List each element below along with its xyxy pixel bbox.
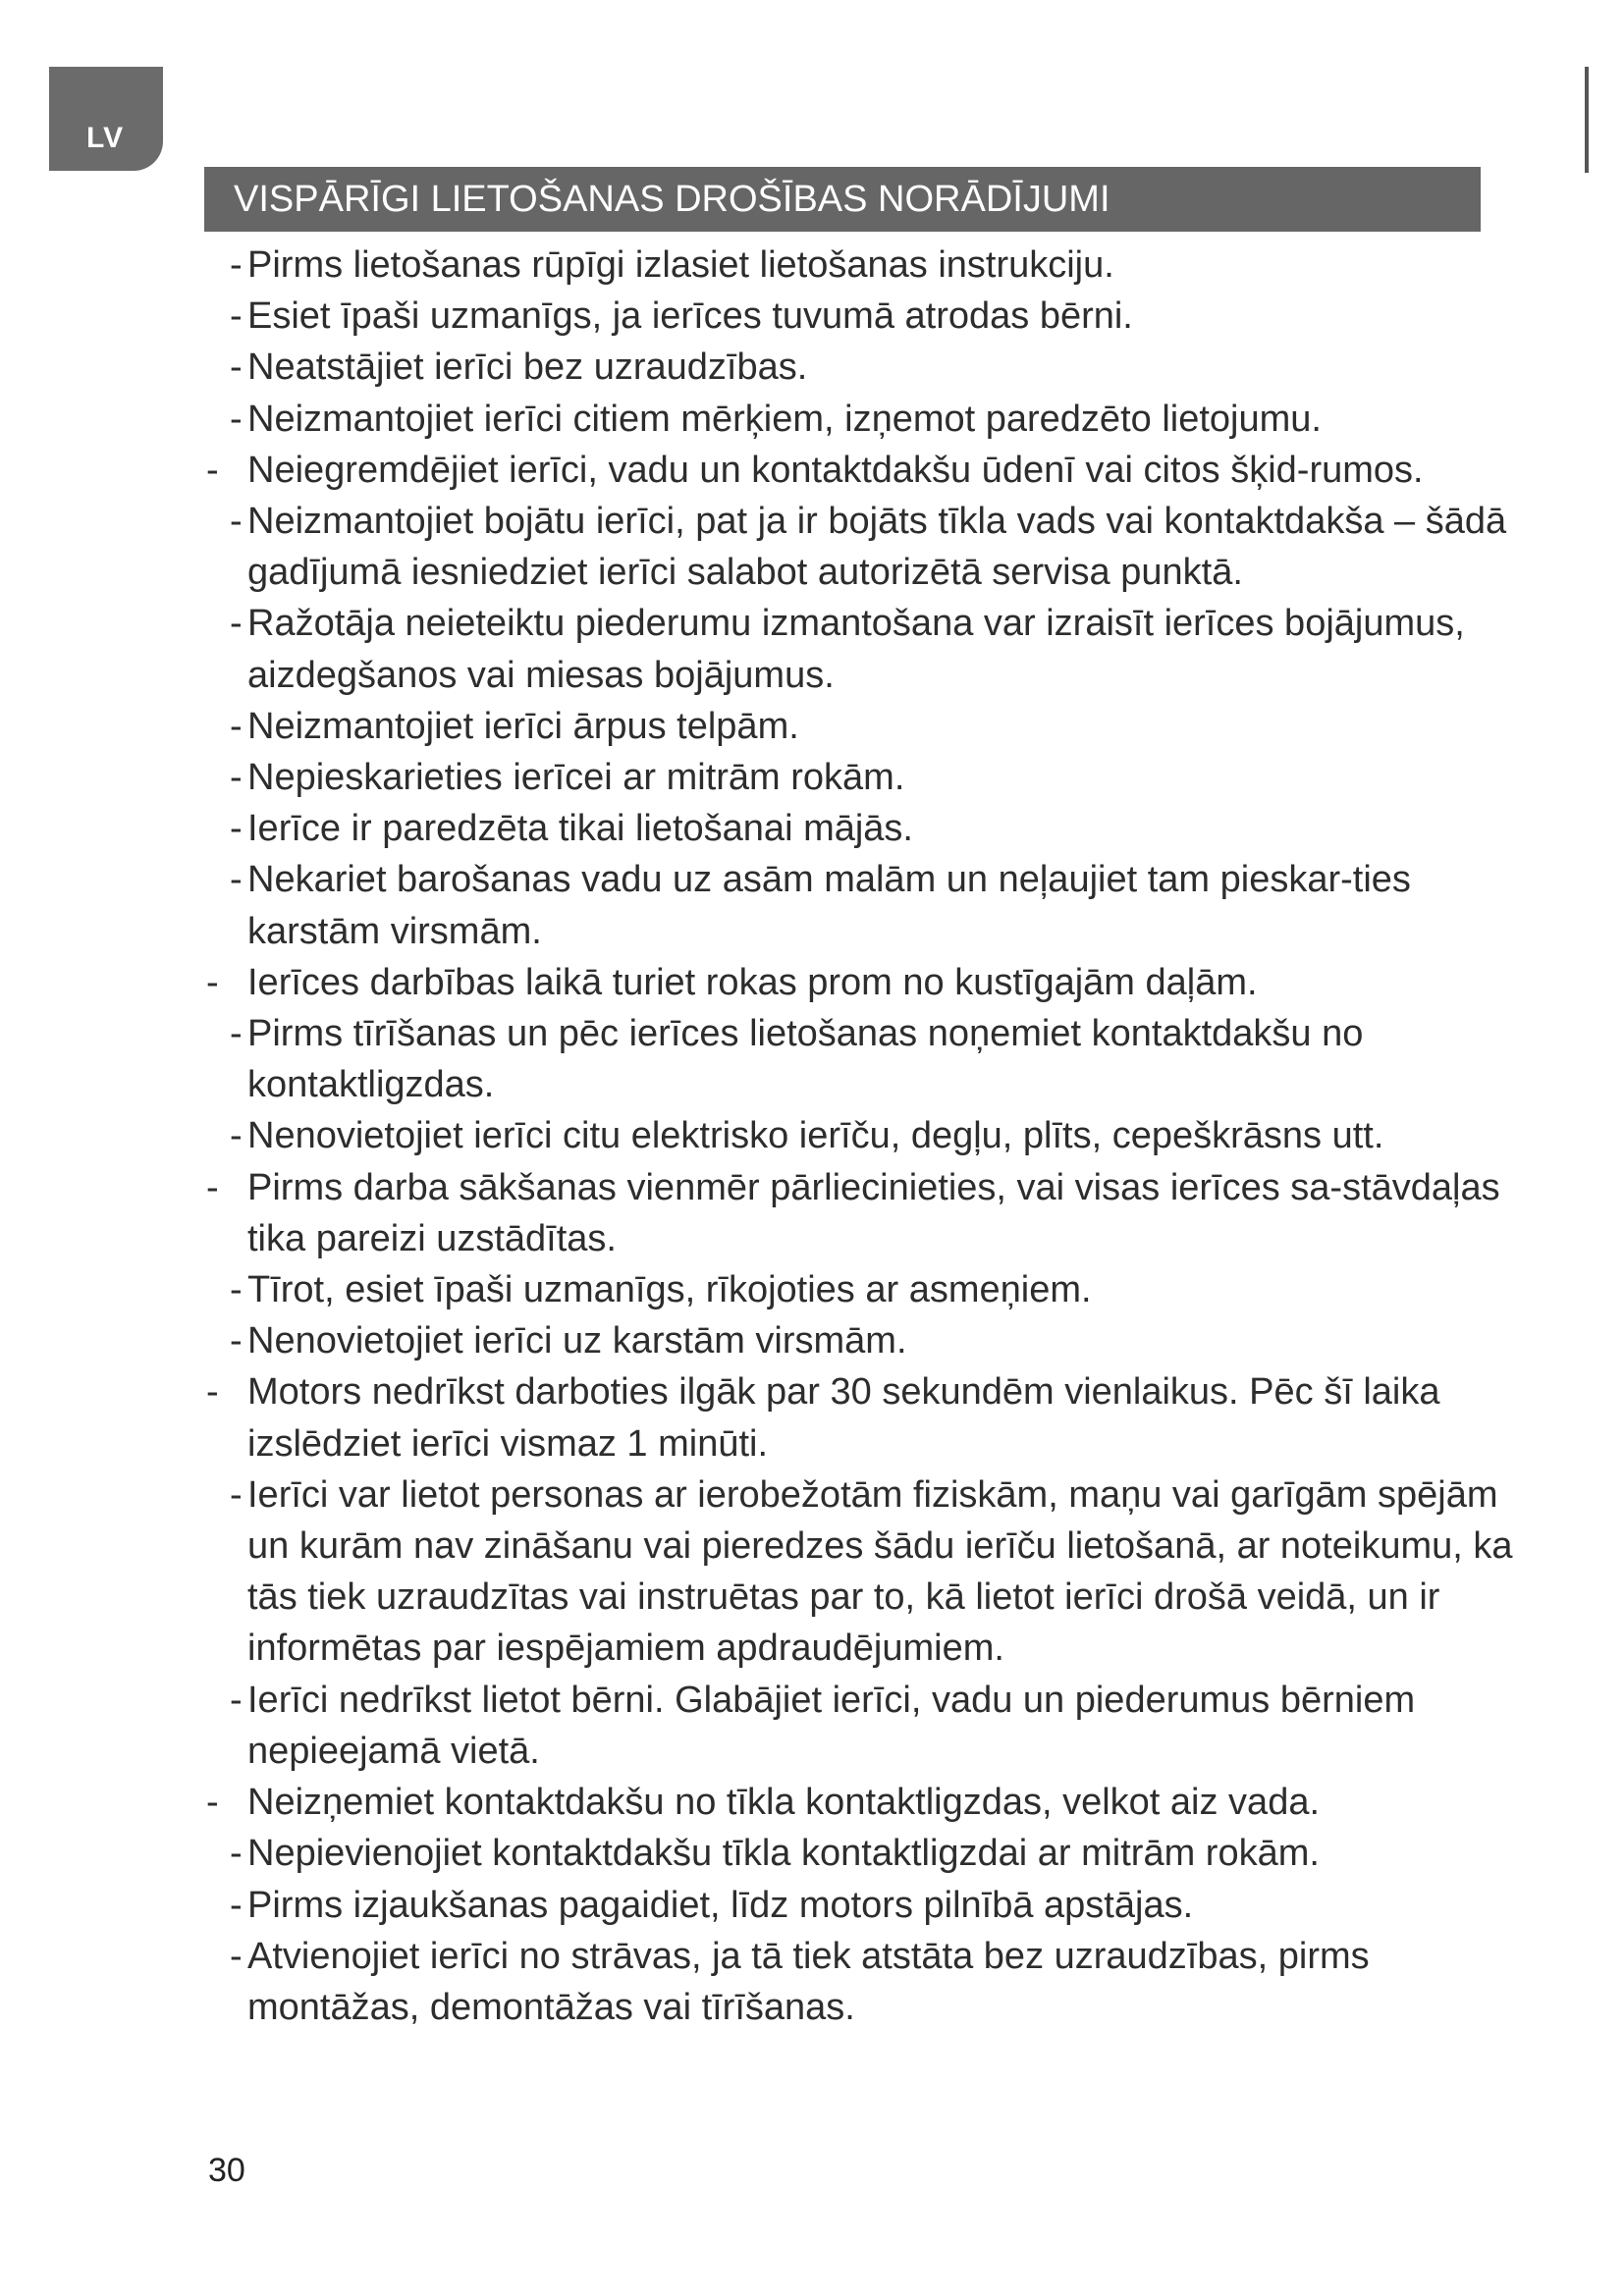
bullet-dash: -	[230, 757, 243, 799]
list-item	[192, 1469, 1528, 1675]
list-item-text: Pirms izjaukšanas pagaidiet, līdz motors pilnībā apstājas.	[247, 1884, 1194, 1926]
language-tab	[49, 67, 163, 171]
list-item-text: Ražotāja neieteiktu piederumu izmantošana var izraisīt ierīces bojājumus, aizdegšanos vai miesas bojājumus.	[247, 603, 1465, 696]
list-item	[192, 240, 1528, 291]
list-item-text: Neatstājiet ierīci bez uzraudzības.	[247, 347, 808, 389]
list-item-text: Atvienojiet ierīci no strāvas, ja tā tiek atstāta bez uzraudzības, pirms montāžas, demontāžas vai tīrīšanas.	[247, 1935, 1370, 2028]
list-item-text: Nenovietojiet ierīci citu elektrisko ierīču, degļu, plīts, cepeškrāsns utt.	[247, 1115, 1384, 1157]
list-item-text: Esiet īpaši uzmanīgs, ja ierīces tuvumā atrodas bērni.	[247, 295, 1133, 338]
list-item	[192, 701, 1528, 752]
bullet-dash: -	[230, 1833, 243, 1875]
page-number: 30	[208, 2152, 245, 2189]
list-item-text: Ierīce ir paredzēta tikai lietošanai mājās.	[247, 808, 913, 850]
list-item-text: Ierīci nedrīkst lietot bērni. Glabājiet ierīci, vadu un piederumus bērniem nepieejamā vietā.	[247, 1679, 1416, 1772]
bullet-dash: -	[206, 449, 219, 491]
list-item-text: Neizmantojiet bojātu ierīci, pat ja ir bojāts tīkla vads vai kontaktdakša – šādā gadījumā iesniedziet ierīci salabot autorizētā servisa punktā.	[247, 501, 1507, 594]
list-item	[192, 496, 1528, 598]
bullet-dash: -	[206, 961, 219, 1003]
bullet-dash: -	[230, 1269, 243, 1311]
list-item-text: Tīrot, esiet īpaši uzmanīgs, rīkojoties ar asmeņiem.	[247, 1269, 1092, 1311]
bullet-dash: -	[206, 1166, 219, 1208]
list-item	[192, 1008, 1528, 1110]
list-item-text: Nepieskarieties ierīcei ar mitrām rokām.	[247, 757, 905, 799]
bullet-dash: -	[230, 347, 243, 389]
bullet-dash: -	[230, 1935, 243, 1977]
bullet-dash: -	[230, 603, 243, 645]
list-item-text: Pirms tīrīšanas un pēc ierīces lietošanas noņemiet kontaktdakšu no kontaktligzdas.	[247, 1013, 1364, 1106]
bullet-dash: -	[206, 1371, 219, 1414]
bullet-dash: -	[230, 859, 243, 901]
list-item	[192, 752, 1528, 803]
list-item	[192, 854, 1528, 956]
list-item	[192, 1366, 1528, 1468]
list-item	[192, 342, 1528, 393]
list-item	[192, 1675, 1528, 1777]
list-item	[192, 1162, 1528, 1264]
bullet-dash: -	[230, 244, 243, 286]
bullet-dash: -	[230, 705, 243, 747]
section-title: VISPĀRĪGI LIETOŠANAS DROŠĪBAS NORĀDĪJUMI	[204, 167, 1481, 232]
bullet-dash: -	[230, 1115, 243, 1157]
bullet-dash: -	[230, 1884, 243, 1926]
list-item-text: Ierīces darbības laikā turiet rokas prom no kustīgajām daļām.	[247, 961, 1258, 1003]
list-item-text: Neizmantojiet ierīci ārpus telpām.	[247, 705, 799, 747]
list-item	[192, 445, 1528, 496]
list-item	[192, 1828, 1528, 1879]
list-item-text: Nekariet barošanas vadu uz asām malām un neļaujiet tam pieskar-ties karstām virsmām.	[247, 859, 1411, 952]
list-item-text: Neiegremdējiet ierīci, vadu un kontaktdakšu ūdenī vai citos šķid-rumos.	[247, 449, 1424, 491]
bullet-dash: -	[230, 1320, 243, 1362]
bullet-dash: -	[230, 295, 243, 338]
list-item-text: Ierīci var lietot personas ar ierobežotām fiziskām, maņu vai garīgām spējām un kurām nav zināšanu vai pieredzes šādu ierīču lietošanā, ar noteikumu, ka tās tiek uzraudzītas vai instruētas par to, kā lietot ierīci drošā veidā, un ir informētas par iespējamiem apdraudējumiem.	[247, 1473, 1513, 1670]
list-item-text: Neizņemiet kontaktdakšu no tīkla kontaktligzdas, velkot aiz vada.	[247, 1782, 1321, 1824]
bullet-dash: -	[230, 808, 243, 850]
list-item	[192, 291, 1528, 342]
list-item	[192, 598, 1528, 700]
list-item-text: Nepievienojiet kontaktdakšu tīkla kontaktligzdai ar mitrām rokām.	[247, 1833, 1320, 1875]
list-item-text: Nenovietojiet ierīci uz karstām virsmām.	[247, 1320, 907, 1362]
list-item	[192, 1880, 1528, 1931]
list-item	[192, 1777, 1528, 1828]
bullet-dash: -	[230, 398, 243, 440]
bullet-dash: -	[206, 1782, 219, 1824]
list-item-text: Pirms lietošanas rūpīgi izlasiet lietošanas instrukciju.	[247, 244, 1114, 286]
list-item-text: Motors nedrīkst darboties ilgāk par 30 sekundēm vienlaikus. Pēc šī laika izslēdziet ierīci vismaz 1 minūti.	[247, 1371, 1440, 1465]
safety-instructions-list	[192, 240, 1528, 2033]
list-item	[192, 1931, 1528, 2033]
bullet-dash: -	[230, 501, 243, 543]
bullet-dash: -	[230, 1679, 243, 1721]
list-item-text: Neizmantojiet ierīci citiem mērķiem, izņemot paredzēto lietojumu.	[247, 398, 1322, 440]
bullet-dash: -	[230, 1473, 243, 1516]
list-item	[192, 1315, 1528, 1366]
bullet-dash: -	[230, 1013, 243, 1055]
list-item	[192, 1264, 1528, 1315]
list-item	[192, 394, 1528, 445]
language-code: LV	[86, 122, 125, 154]
list-item	[192, 1110, 1528, 1161]
page-edge-rule	[1585, 67, 1589, 173]
list-item	[192, 957, 1528, 1008]
list-item	[192, 803, 1528, 854]
list-item-text: Pirms darba sākšanas vienmēr pārliecinieties, vai visas ierīces sa-stāvdaļas tika pareizi uzstādītas.	[247, 1166, 1500, 1259]
